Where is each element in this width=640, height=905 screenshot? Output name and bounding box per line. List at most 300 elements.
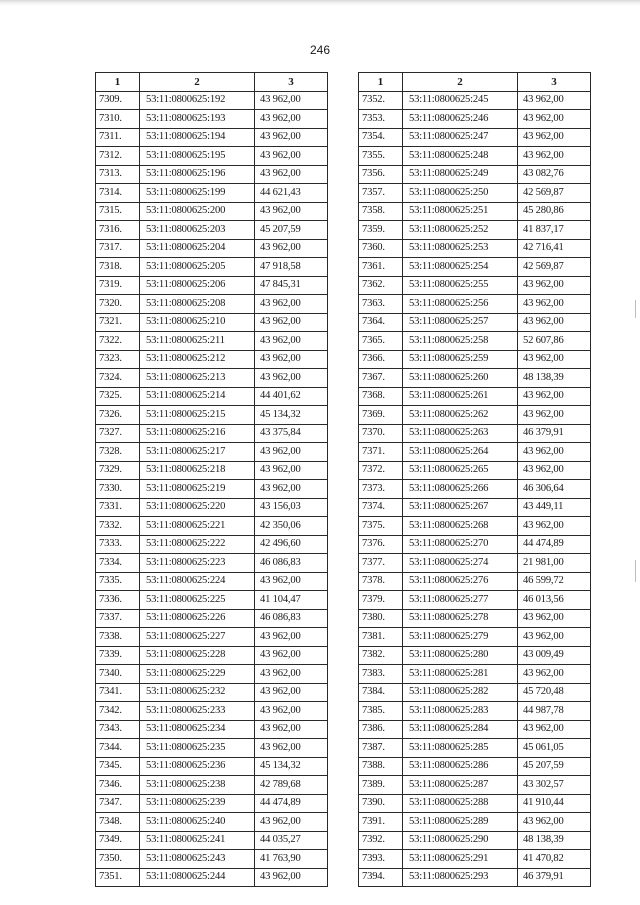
row-index: 7354. [359, 128, 403, 147]
cadastral-number: 53:11:0800625:282 [403, 683, 518, 702]
table-row [359, 202, 591, 221]
parcel-value: 43 962,00 [518, 720, 591, 739]
table-row [96, 128, 328, 147]
cadastral-number: 53:11:0800625:244 [140, 868, 255, 887]
cadastral-number: 53:11:0800625:278 [403, 609, 518, 628]
cadastral-number: 53:11:0800625:238 [140, 776, 255, 795]
cadastral-number: 53:11:0800625:204 [140, 239, 255, 258]
table-row [359, 683, 591, 702]
row-index: 7312. [96, 147, 140, 166]
cadastral-number: 53:11:0800625:254 [403, 258, 518, 277]
table-row [359, 221, 591, 240]
table-row [359, 332, 591, 351]
cadastral-number: 53:11:0800625:219 [140, 480, 255, 499]
parcel-value: 47 845,31 [255, 276, 328, 295]
column-header-cadastral-number: 2 [140, 73, 255, 92]
cadastral-number: 53:11:0800625:250 [403, 184, 518, 203]
table-row [359, 535, 591, 554]
parcel-table-right [358, 72, 591, 887]
parcel-value: 43 962,00 [255, 683, 328, 702]
table-header-row [359, 73, 591, 92]
table-row [96, 591, 328, 610]
cadastral-number: 53:11:0800625:248 [403, 147, 518, 166]
cadastral-number: 53:11:0800625:228 [140, 646, 255, 665]
parcel-value: 42 350,06 [255, 517, 328, 536]
parcel-value: 44 621,43 [255, 184, 328, 203]
parcel-value: 43 962,00 [255, 147, 328, 166]
row-index: 7350. [96, 850, 140, 869]
table-row [96, 813, 328, 832]
cadastral-number: 53:11:0800625:256 [403, 295, 518, 314]
table-header-row [96, 73, 328, 92]
parcel-value: 43 962,00 [255, 702, 328, 721]
row-index: 7331. [96, 498, 140, 517]
cadastral-number: 53:11:0800625:267 [403, 498, 518, 517]
table-row [96, 369, 328, 388]
table-row [359, 794, 591, 813]
table-row [96, 572, 328, 591]
parcel-value: 43 962,00 [255, 480, 328, 499]
cadastral-number: 53:11:0800625:203 [140, 221, 255, 240]
parcel-value: 43 962,00 [255, 128, 328, 147]
row-index: 7333. [96, 535, 140, 554]
row-index: 7344. [96, 739, 140, 758]
parcel-value: 43 962,00 [255, 295, 328, 314]
row-index: 7318. [96, 258, 140, 277]
parcel-value: 43 962,00 [255, 332, 328, 351]
table-row [359, 110, 591, 129]
cadastral-number: 53:11:0800625:214 [140, 387, 255, 406]
table-row [96, 295, 328, 314]
page-number: 246 [309, 43, 331, 57]
table-row [359, 480, 591, 499]
row-index: 7378. [359, 572, 403, 591]
table-row [96, 535, 328, 554]
parcel-value: 44 474,89 [255, 794, 328, 813]
parcel-value: 45 134,32 [255, 757, 328, 776]
table-row [96, 850, 328, 869]
table-body-left [96, 91, 328, 887]
table-row [96, 646, 328, 665]
row-index: 7389. [359, 776, 403, 795]
parcel-value: 43 962,00 [255, 165, 328, 184]
cadastral-number: 53:11:0800625:289 [403, 813, 518, 832]
cadastral-number: 53:11:0800625:229 [140, 665, 255, 684]
row-index: 7391. [359, 813, 403, 832]
table-row [359, 369, 591, 388]
table-row [359, 424, 591, 443]
row-index: 7353. [359, 110, 403, 129]
cadastral-number: 53:11:0800625:196 [140, 165, 255, 184]
cadastral-number: 53:11:0800625:213 [140, 369, 255, 388]
row-index: 7376. [359, 535, 403, 554]
parcel-value: 43 962,00 [518, 387, 591, 406]
parcel-value: 48 138,39 [518, 831, 591, 850]
row-index: 7310. [96, 110, 140, 129]
parcel-value: 46 379,91 [518, 424, 591, 443]
column-header-value: 3 [518, 73, 591, 92]
table-row [96, 831, 328, 850]
cadastral-number: 53:11:0800625:265 [403, 461, 518, 480]
parcel-value: 43 962,00 [255, 110, 328, 129]
row-index: 7343. [96, 720, 140, 739]
cadastral-number: 53:11:0800625:277 [403, 591, 518, 610]
table-row [96, 480, 328, 499]
row-index: 7322. [96, 332, 140, 351]
table-row [359, 128, 591, 147]
scan-edge-mark [635, 300, 636, 318]
cadastral-number: 53:11:0800625:206 [140, 276, 255, 295]
parcel-value: 43 962,00 [518, 110, 591, 129]
cadastral-number: 53:11:0800625:283 [403, 702, 518, 721]
row-index: 7369. [359, 406, 403, 425]
parcel-value: 46 086,83 [255, 609, 328, 628]
parcel-value: 45 720,48 [518, 683, 591, 702]
parcel-value: 43 962,00 [255, 369, 328, 388]
table-row [359, 776, 591, 795]
table-row [359, 387, 591, 406]
row-index: 7339. [96, 646, 140, 665]
table-row [96, 683, 328, 702]
table-row [359, 609, 591, 628]
row-index: 7373. [359, 480, 403, 499]
cadastral-number: 53:11:0800625:249 [403, 165, 518, 184]
cadastral-number: 53:11:0800625:284 [403, 720, 518, 739]
column-header-value: 3 [255, 73, 328, 92]
column-header-index: 1 [96, 73, 140, 92]
scan-edge-shadow [0, 0, 640, 6]
cadastral-number: 53:11:0800625:199 [140, 184, 255, 203]
cadastral-number: 53:11:0800625:260 [403, 369, 518, 388]
cadastral-number: 53:11:0800625:287 [403, 776, 518, 795]
row-index: 7316. [96, 221, 140, 240]
cadastral-number: 53:11:0800625:266 [403, 480, 518, 499]
parcel-value: 43 962,00 [518, 91, 591, 110]
row-index: 7362. [359, 276, 403, 295]
table-row [359, 831, 591, 850]
parcel-value: 21 981,00 [518, 554, 591, 573]
table-row [359, 868, 591, 887]
parcel-value: 45 134,32 [255, 406, 328, 425]
table-row [359, 591, 591, 610]
table-row [96, 165, 328, 184]
table-row [359, 165, 591, 184]
scan-edge-mark [635, 560, 636, 582]
parcel-value: 43 962,00 [255, 646, 328, 665]
table-row [96, 110, 328, 129]
row-index: 7365. [359, 332, 403, 351]
table-row [96, 628, 328, 647]
parcel-value: 43 962,00 [518, 813, 591, 832]
row-index: 7381. [359, 628, 403, 647]
table-row [359, 517, 591, 536]
row-index: 7387. [359, 739, 403, 758]
cadastral-number: 53:11:0800625:252 [403, 221, 518, 240]
parcel-value: 43 962,00 [255, 350, 328, 369]
row-index: 7361. [359, 258, 403, 277]
cadastral-number: 53:11:0800625:291 [403, 850, 518, 869]
parcel-value: 44 474,89 [518, 535, 591, 554]
parcel-value: 43 962,00 [255, 443, 328, 462]
parcel-value: 43 962,00 [255, 665, 328, 684]
table-row [359, 850, 591, 869]
table-row [359, 498, 591, 517]
table-row [96, 461, 328, 480]
row-index: 7348. [96, 813, 140, 832]
row-index: 7379. [359, 591, 403, 610]
table-row [96, 868, 328, 887]
row-index: 7360. [359, 239, 403, 258]
cadastral-number: 53:11:0800625:205 [140, 258, 255, 277]
table-row [96, 239, 328, 258]
row-index: 7325. [96, 387, 140, 406]
cadastral-number: 53:11:0800625:251 [403, 202, 518, 221]
table-row [96, 258, 328, 277]
cadastral-number: 53:11:0800625:262 [403, 406, 518, 425]
table-row [96, 757, 328, 776]
row-index: 7346. [96, 776, 140, 795]
parcel-value: 43 962,00 [255, 461, 328, 480]
parcel-value: 43 962,00 [518, 609, 591, 628]
parcel-table-left [95, 72, 328, 887]
cadastral-number: 53:11:0800625:280 [403, 646, 518, 665]
row-index: 7315. [96, 202, 140, 221]
cadastral-number: 53:11:0800625:211 [140, 332, 255, 351]
cadastral-number: 53:11:0800625:258 [403, 332, 518, 351]
row-index: 7374. [359, 498, 403, 517]
cadastral-number: 53:11:0800625:212 [140, 350, 255, 369]
table-row [359, 572, 591, 591]
cadastral-number: 53:11:0800625:195 [140, 147, 255, 166]
table-row [96, 702, 328, 721]
row-index: 7324. [96, 369, 140, 388]
parcel-value: 46 379,91 [518, 868, 591, 887]
parcel-value: 43 962,00 [518, 628, 591, 647]
row-index: 7394. [359, 868, 403, 887]
row-index: 7358. [359, 202, 403, 221]
cadastral-number: 53:11:0800625:245 [403, 91, 518, 110]
cadastral-number: 53:11:0800625:236 [140, 757, 255, 776]
row-index: 7383. [359, 665, 403, 684]
parcel-value: 46 013,56 [518, 591, 591, 610]
row-index: 7355. [359, 147, 403, 166]
parcel-value: 45 207,59 [518, 757, 591, 776]
parcel-value: 44 401,62 [255, 387, 328, 406]
parcel-value: 43 962,00 [518, 313, 591, 332]
parcel-value: 43 156,03 [255, 498, 328, 517]
cadastral-number: 53:11:0800625:263 [403, 424, 518, 443]
row-index: 7386. [359, 720, 403, 739]
cadastral-number: 53:11:0800625:220 [140, 498, 255, 517]
parcel-value: 52 607,86 [518, 332, 591, 351]
cadastral-number: 53:11:0800625:200 [140, 202, 255, 221]
parcel-value: 45 061,05 [518, 739, 591, 758]
row-index: 7347. [96, 794, 140, 813]
table-row [96, 147, 328, 166]
cadastral-number: 53:11:0800625:239 [140, 794, 255, 813]
parcel-value: 43 302,57 [518, 776, 591, 795]
parcel-value: 43 962,00 [518, 665, 591, 684]
cadastral-number: 53:11:0800625:285 [403, 739, 518, 758]
row-index: 7367. [359, 369, 403, 388]
parcel-value: 46 086,83 [255, 554, 328, 573]
cadastral-number: 53:11:0800625:227 [140, 628, 255, 647]
table-row [96, 91, 328, 110]
cadastral-number: 53:11:0800625:293 [403, 868, 518, 887]
table-row [96, 387, 328, 406]
cadastral-number: 53:11:0800625:270 [403, 535, 518, 554]
table-row [359, 646, 591, 665]
table-row [359, 295, 591, 314]
parcel-value: 45 280,86 [518, 202, 591, 221]
cadastral-number: 53:11:0800625:268 [403, 517, 518, 536]
row-index: 7309. [96, 91, 140, 110]
row-index: 7366. [359, 350, 403, 369]
cadastral-number: 53:11:0800625:241 [140, 831, 255, 850]
parcel-value: 47 918,58 [255, 258, 328, 277]
table-row [359, 258, 591, 277]
row-index: 7313. [96, 165, 140, 184]
parcel-value: 43 962,00 [255, 91, 328, 110]
row-index: 7390. [359, 794, 403, 813]
parcel-value: 43 962,00 [255, 868, 328, 887]
table-row [96, 202, 328, 221]
row-index: 7334. [96, 554, 140, 573]
row-index: 7338. [96, 628, 140, 647]
table-row [96, 609, 328, 628]
cadastral-number: 53:11:0800625:217 [140, 443, 255, 462]
parcel-value: 43 449,11 [518, 498, 591, 517]
table-row [96, 350, 328, 369]
parcel-value: 43 962,00 [255, 739, 328, 758]
row-index: 7337. [96, 609, 140, 628]
row-index: 7342. [96, 702, 140, 721]
cadastral-number: 53:11:0800625:264 [403, 443, 518, 462]
row-index: 7326. [96, 406, 140, 425]
column-header-cadastral-number: 2 [403, 73, 518, 92]
table-row [359, 147, 591, 166]
parcel-value: 43 375,84 [255, 424, 328, 443]
cadastral-number: 53:11:0800625:226 [140, 609, 255, 628]
parcel-value: 43 962,00 [518, 517, 591, 536]
table-row [359, 665, 591, 684]
parcel-value: 43 962,00 [518, 276, 591, 295]
cadastral-number: 53:11:0800625:193 [140, 110, 255, 129]
cadastral-number: 53:11:0800625:246 [403, 110, 518, 129]
cadastral-number: 53:11:0800625:286 [403, 757, 518, 776]
cadastral-number: 53:11:0800625:218 [140, 461, 255, 480]
row-index: 7370. [359, 424, 403, 443]
table-row [359, 443, 591, 462]
row-index: 7385. [359, 702, 403, 721]
table-row [359, 739, 591, 758]
parcel-value: 43 962,00 [518, 128, 591, 147]
row-index: 7351. [96, 868, 140, 887]
parcel-value: 42 569,87 [518, 184, 591, 203]
row-index: 7388. [359, 757, 403, 776]
parcel-value: 41 910,44 [518, 794, 591, 813]
table-row [359, 813, 591, 832]
table-row [359, 313, 591, 332]
cadastral-number: 53:11:0800625:253 [403, 239, 518, 258]
parcel-value: 42 716,41 [518, 239, 591, 258]
cadastral-number: 53:11:0800625:247 [403, 128, 518, 147]
row-index: 7356. [359, 165, 403, 184]
cadastral-number: 53:11:0800625:290 [403, 831, 518, 850]
parcel-value: 43 962,00 [255, 628, 328, 647]
cadastral-number: 53:11:0800625:276 [403, 572, 518, 591]
parcel-value: 43 962,00 [518, 443, 591, 462]
table-row [359, 757, 591, 776]
parcel-value: 46 306,64 [518, 480, 591, 499]
parcel-value: 43 962,00 [255, 239, 328, 258]
row-index: 7317. [96, 239, 140, 258]
parcel-value: 41 763,90 [255, 850, 328, 869]
row-index: 7368. [359, 387, 403, 406]
parcel-value: 42 569,87 [518, 258, 591, 277]
table-row [359, 350, 591, 369]
row-index: 7357. [359, 184, 403, 203]
parcel-value: 43 962,00 [255, 313, 328, 332]
parcel-value: 42 496,60 [255, 535, 328, 554]
table-body-right [359, 91, 591, 887]
table-row [359, 720, 591, 739]
cadastral-number: 53:11:0800625:223 [140, 554, 255, 573]
cadastral-number: 53:11:0800625:288 [403, 794, 518, 813]
row-index: 7321. [96, 313, 140, 332]
cadastral-number: 53:11:0800625:257 [403, 313, 518, 332]
parcel-value: 41 837,17 [518, 221, 591, 240]
row-index: 7320. [96, 295, 140, 314]
table-row [359, 239, 591, 258]
row-index: 7340. [96, 665, 140, 684]
cadastral-number: 53:11:0800625:235 [140, 739, 255, 758]
table-row [359, 554, 591, 573]
cadastral-number: 53:11:0800625:232 [140, 683, 255, 702]
cadastral-number: 53:11:0800625:222 [140, 535, 255, 554]
row-index: 7329. [96, 461, 140, 480]
parcel-value: 43 962,00 [518, 406, 591, 425]
row-index: 7323. [96, 350, 140, 369]
parcel-value: 44 035,27 [255, 831, 328, 850]
table-row [359, 184, 591, 203]
table-row [96, 406, 328, 425]
parcel-value: 43 009,49 [518, 646, 591, 665]
cadastral-number: 53:11:0800625:234 [140, 720, 255, 739]
cadastral-number: 53:11:0800625:281 [403, 665, 518, 684]
table-row [359, 461, 591, 480]
row-index: 7319. [96, 276, 140, 295]
table-row [96, 554, 328, 573]
row-index: 7377. [359, 554, 403, 573]
table-row [359, 628, 591, 647]
parcel-value: 41 470,82 [518, 850, 591, 869]
parcel-value: 43 962,00 [518, 350, 591, 369]
cadastral-number: 53:11:0800625:259 [403, 350, 518, 369]
table-row [96, 313, 328, 332]
parcel-value: 48 138,39 [518, 369, 591, 388]
parcel-value: 43 962,00 [518, 147, 591, 166]
table-row [359, 276, 591, 295]
parcel-value: 44 987,78 [518, 702, 591, 721]
cadastral-number: 53:11:0800625:274 [403, 554, 518, 573]
row-index: 7380. [359, 609, 403, 628]
cadastral-number: 53:11:0800625:215 [140, 406, 255, 425]
row-index: 7330. [96, 480, 140, 499]
table-row [96, 739, 328, 758]
row-index: 7335. [96, 572, 140, 591]
table-row [96, 276, 328, 295]
